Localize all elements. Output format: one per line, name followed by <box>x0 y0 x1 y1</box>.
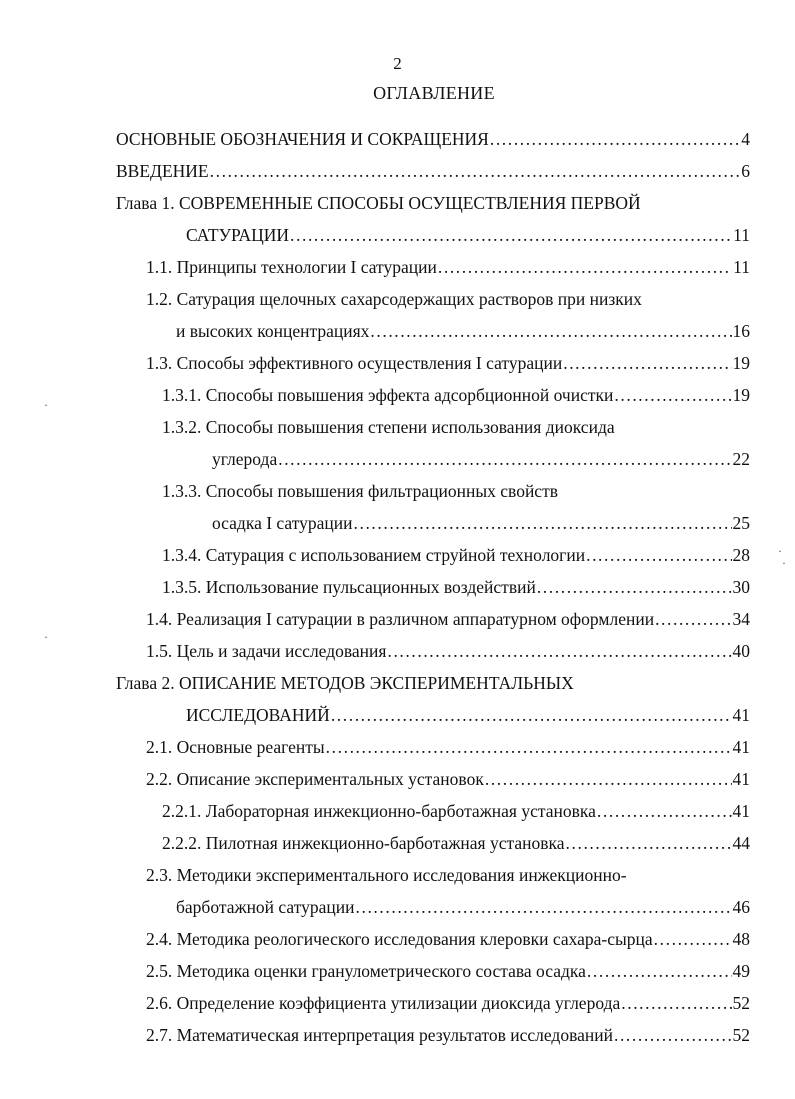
toc-entry-text: 2.2.1. Лабораторная инжекционно-барботажная установка <box>162 801 596 821</box>
page-number: 2 <box>393 54 402 73</box>
leader-dots <box>654 928 732 950</box>
toc-entry-text: осадка I сатурации <box>212 513 353 533</box>
leader-dots <box>614 384 731 406</box>
leader-dots <box>614 1024 732 1046</box>
toc-entry-page: 44 <box>732 833 750 853</box>
toc-entry-text: 2.4. Методика реологического исследования клеровки сахара-сырца <box>146 929 653 949</box>
toc-entry <box>146 352 750 374</box>
leader-dots <box>563 352 731 374</box>
leader-dots <box>621 992 731 1014</box>
toc-entry-text: 2.6. Определение коэффициента утилизации диоксида углерода <box>146 993 621 1013</box>
leader-dots <box>387 640 731 662</box>
toc-entry-text: Глава 1. СОВРЕМЕННЫЕ СПОСОБЫ ОСУЩЕСТВЛЕНИЯ ПЕРВОЙ <box>116 193 641 213</box>
leader-dots <box>370 320 731 342</box>
scan-mark: · <box>782 556 786 570</box>
toc-entry-text: 1.3.1. Способы повышения эффекта адсорбционной очистки <box>162 385 614 405</box>
toc-entry-page: 30 <box>732 577 750 597</box>
toc-entry <box>146 640 750 662</box>
toc-entry-page: 52 <box>732 993 750 1013</box>
toc-entry-text: ВВЕДЕНИЕ <box>116 161 209 181</box>
toc-entry <box>146 768 750 790</box>
toc-entry-text: 2.2. Описание экспериментальных установок <box>146 769 484 789</box>
leader-dots <box>290 224 732 246</box>
toc-entry-page: 28 <box>732 545 750 565</box>
leader-dots <box>356 896 732 918</box>
toc-entry-page: 41 <box>732 705 750 725</box>
toc-entry-text: 2.5. Методика оценки гранулометрического состава осадка <box>146 961 586 981</box>
toc-entry <box>176 896 750 918</box>
toc-entry <box>162 544 750 566</box>
toc-entry-text: 1.1. Принципы технологии I сатурации <box>146 257 437 277</box>
leader-dots <box>587 960 732 982</box>
toc-entry <box>116 128 750 150</box>
toc-entry-text: 1.4. Реализация I сатурации в различном аппаратурном оформлении <box>146 609 655 629</box>
toc-entry <box>186 224 750 246</box>
toc-entry <box>176 320 750 342</box>
toc-entry-page: 40 <box>732 641 750 661</box>
toc-entry-text: ИССЛЕДОВАНИЙ <box>186 705 330 725</box>
toc-entry-page: 49 <box>732 961 750 981</box>
toc-entry <box>162 832 750 854</box>
leader-dots <box>586 544 731 566</box>
toc-entry-text: углерода <box>212 449 278 469</box>
toc-entry <box>116 160 750 182</box>
toc-entry-page: 4 <box>741 129 750 149</box>
toc-entry-page: 11 <box>733 225 750 245</box>
toc-entry-page: 41 <box>732 801 750 821</box>
toc-entry <box>146 960 750 982</box>
toc-entry-text: барботажной сатурации <box>176 897 355 917</box>
toc-entry-text: 1.3.3. Способы повышения фильтрационных свойств <box>162 481 558 501</box>
toc-entry <box>146 256 750 278</box>
leader-dots <box>331 704 732 726</box>
toc-entry-page: 52 <box>732 1025 750 1045</box>
toc-entry <box>146 1024 750 1046</box>
toc-entry-page: 19 <box>732 353 750 373</box>
toc-entry-page: 34 <box>732 609 750 629</box>
toc-entry <box>146 928 750 950</box>
toc-entry-page: 46 <box>732 897 750 917</box>
leader-dots <box>354 512 732 534</box>
toc-entry-text: 1.2. Сатурация щелочных сахарсодержащих растворов при низких <box>146 289 642 309</box>
leader-dots <box>537 576 732 598</box>
toc-entry-page: 6 <box>741 161 750 181</box>
scan-mark: · <box>44 630 48 644</box>
scan-mark: · <box>44 398 48 412</box>
toc-entry-text: 2.3. Методики экспериментального исследования инжекционно- <box>146 865 627 885</box>
toc-entry-page: 11 <box>733 257 750 277</box>
toc-entry-text: 1.3.5. Использование пульсационных воздействий <box>162 577 536 597</box>
leader-dots <box>566 832 732 854</box>
toc-entry-page: 22 <box>732 449 750 469</box>
toc-entry-page: 48 <box>732 929 750 949</box>
toc-entry <box>212 512 750 534</box>
toc-entry-text: 2.1. Основные реагенты <box>146 737 325 757</box>
toc-entry <box>186 704 750 726</box>
toc-entry-page: 41 <box>732 769 750 789</box>
leader-dots <box>655 608 731 630</box>
toc-entry-text: ОСНОВНЫЕ ОБОЗНАЧЕНИЯ И СОКРАЩЕНИЯ <box>116 129 489 149</box>
leader-dots <box>326 736 732 758</box>
toc-entry-text: и высоких концентрациях <box>176 321 370 341</box>
toc-entry-text: САТУРАЦИИ <box>186 225 290 245</box>
toc-entry-text: 1.3.4. Сатурация с использованием струйной технологии <box>162 545 586 565</box>
toc-entry <box>146 608 750 630</box>
toc-entry-text: 1.5. Цель и задачи исследования <box>146 641 387 661</box>
scan-mark: · <box>778 544 782 558</box>
leader-dots <box>278 448 731 470</box>
toc-entry-page: 25 <box>732 513 750 533</box>
leader-dots <box>438 256 732 278</box>
toc-entry <box>162 576 750 598</box>
leader-dots <box>210 160 741 182</box>
toc-entry-page: 19 <box>732 385 750 405</box>
leader-dots <box>490 128 740 150</box>
toc-entry-text: 1.3. Способы эффективного осуществления I сатурации <box>146 353 563 373</box>
toc-entry <box>212 448 750 470</box>
toc-entry-page: 41 <box>732 737 750 757</box>
toc-entry <box>146 992 750 1014</box>
toc-entry-text: 2.7. Математическая интерпретация результатов исследований <box>146 1025 613 1045</box>
toc-entry-page: 16 <box>732 321 750 341</box>
leader-dots <box>597 800 732 822</box>
toc-entry <box>162 384 750 406</box>
toc-entry <box>162 800 750 822</box>
toc-entry-text: Глава 2. ОПИСАНИЕ МЕТОДОВ ЭКСПЕРИМЕНТАЛЬНЫХ <box>116 673 574 693</box>
leader-dots <box>485 768 732 790</box>
toc-entry-text: 1.3.2. Способы повышения степени использования диоксида <box>162 417 615 437</box>
toc-title: ОГЛАВЛЕНИЕ <box>373 83 495 103</box>
toc-entry <box>146 736 750 758</box>
toc-entry-text: 2.2.2. Пилотная инжекционно-барботажная установка <box>162 833 565 853</box>
